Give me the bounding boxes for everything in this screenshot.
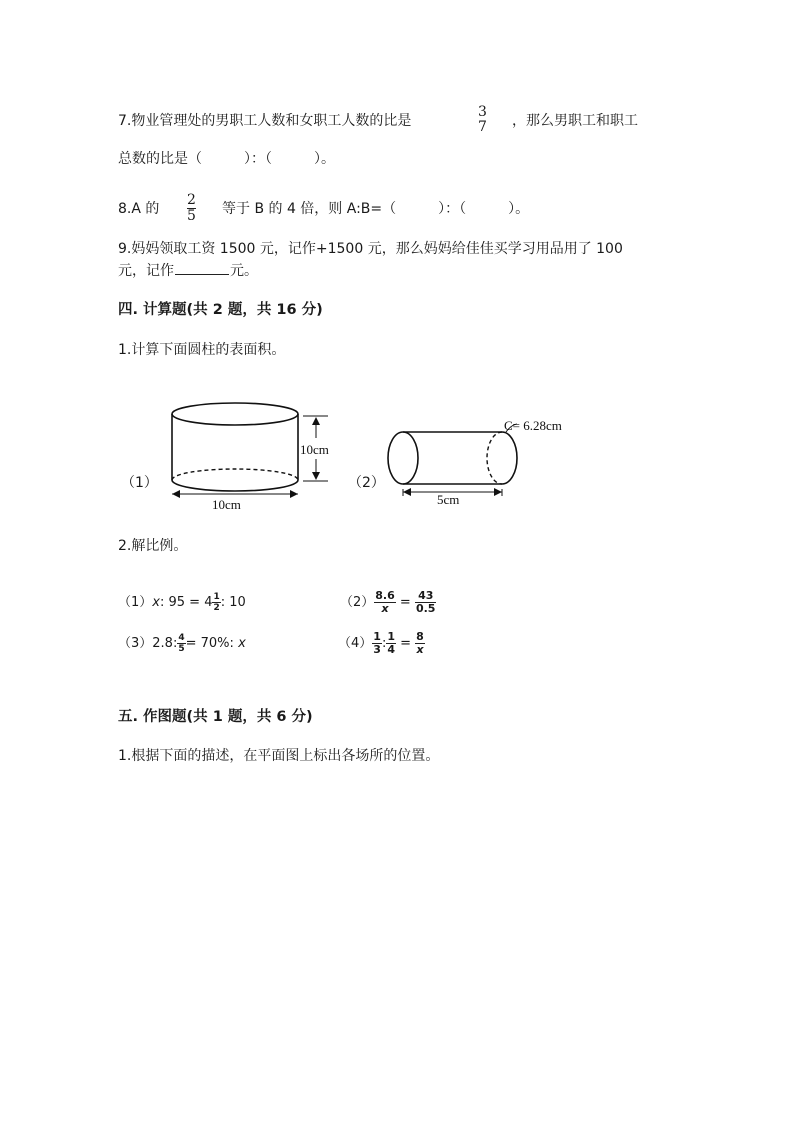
p2-equals: = — [399, 595, 411, 610]
p4-frac2-den: 4 — [387, 643, 395, 656]
q7-fraction — [478, 105, 487, 135]
length-arrowhead-right — [494, 488, 502, 496]
p4-equals: = — [400, 636, 412, 651]
p1-frac-den: 2 — [213, 603, 220, 613]
p2-frac1-den: x — [374, 602, 396, 615]
p4-frac3-den: x — [416, 643, 424, 656]
cylinder2-right-back — [487, 432, 502, 484]
section4-heading: 四. 计算题(共 2 题，共 16 分) — [118, 302, 323, 318]
q7-line1 — [118, 112, 411, 130]
proportion-4 — [338, 628, 425, 660]
p4-label: （4） — [338, 636, 373, 651]
fig2-length-label: 5cm — [437, 492, 460, 507]
q9-line2 — [118, 262, 258, 280]
fig1-height-label: 10cm — [300, 442, 329, 457]
q8-fraction — [187, 193, 196, 224]
q8-frac-den: 5 — [187, 208, 196, 224]
cylinder1-bottom-back — [172, 469, 298, 480]
q9-text-a: 元，记作 — [118, 263, 174, 279]
section5-q1: 1.根据下面的描述，在平面图上标出各场所的位置。 — [118, 748, 440, 764]
fig1-label: （1） — [121, 475, 158, 491]
cylinder-figure-1 — [160, 398, 345, 518]
p3-label: （3） — [118, 636, 153, 651]
q7-text-b: ，那么男职工和职工 — [512, 113, 638, 129]
p4-frac1-num: 1 — [373, 630, 381, 643]
q8-frac-num: 2 — [187, 192, 196, 208]
cylinder2-left-end — [388, 432, 418, 484]
p1-variable: x — [152, 595, 160, 610]
p3-frac-den: 5 — [178, 644, 185, 654]
diameter-arrowhead-right — [290, 490, 298, 498]
height-arrowhead-down — [312, 472, 320, 480]
cylinder1-bottom-front — [172, 480, 298, 491]
proportion-2 — [340, 588, 436, 618]
p1-frac-num: 1 — [213, 592, 220, 602]
q9-answer-blank — [175, 274, 229, 275]
fig1-diameter-label: 10cm — [212, 497, 241, 512]
length-arrowhead-left — [403, 488, 411, 496]
p3-frac-num: 4 — [178, 633, 185, 643]
section5-heading: 五. 作图题(共 1 题，共 6 分) — [118, 709, 313, 725]
p1-label: （1） — [118, 595, 153, 610]
p4-colon: : — [381, 636, 387, 651]
p2-frac2-num: 43 — [418, 589, 434, 602]
section4-q2: 2.解比例。 — [118, 538, 188, 554]
p2-frac2-den: 0.5 — [415, 602, 436, 615]
p4-frac2-num: 1 — [387, 630, 395, 643]
fig2-label: （2） — [348, 475, 385, 491]
proportion-1 — [118, 590, 246, 616]
q7-text-a: 7.物业管理处的男职工人数和女职工人数的比是 — [118, 113, 412, 129]
section4-q1: 1.计算下面圆柱的表面积。 — [118, 342, 286, 358]
p4-frac3-num: 8 — [416, 630, 424, 643]
q7-frac-den: 7 — [478, 119, 487, 135]
p2-label: （2） — [340, 595, 375, 610]
cylinder-figure-2 — [380, 410, 580, 510]
p1-text-a: : 95 = 4 — [159, 595, 213, 610]
cylinder2-right-front — [502, 432, 517, 484]
q8-text-b: 等于 B 的 4 倍，则 A:B=（ ）：（ ）。 — [222, 201, 530, 217]
q7-frac-num: 3 — [478, 104, 487, 120]
fig2-circumference-label: C= 6.28cm — [504, 418, 562, 433]
p3-variable: x — [238, 636, 246, 651]
q8-text-a: 8.A 的 — [118, 201, 160, 217]
q9-text-b: 元。 — [230, 263, 258, 279]
p2-frac1-num: 8.6 — [375, 589, 395, 602]
cylinder1-top — [172, 403, 298, 425]
p4-frac1-den: 3 — [373, 643, 381, 656]
q9-line1: 9.妈妈领取工资 1500 元，记作+1500 元，那么妈妈给佳佳买学习用品用了 100 — [118, 241, 623, 257]
p3-text-a: 2.8: — [152, 636, 178, 651]
proportion-3 — [118, 630, 246, 658]
height-arrowhead-up — [312, 417, 320, 425]
p1-text-b: : 10 — [220, 595, 246, 610]
diameter-arrowhead-left — [172, 490, 180, 498]
p3-text-b: = 70%: — [185, 636, 234, 651]
q7-line2: 总数的比是（ ）：（ ）。 — [118, 151, 335, 167]
